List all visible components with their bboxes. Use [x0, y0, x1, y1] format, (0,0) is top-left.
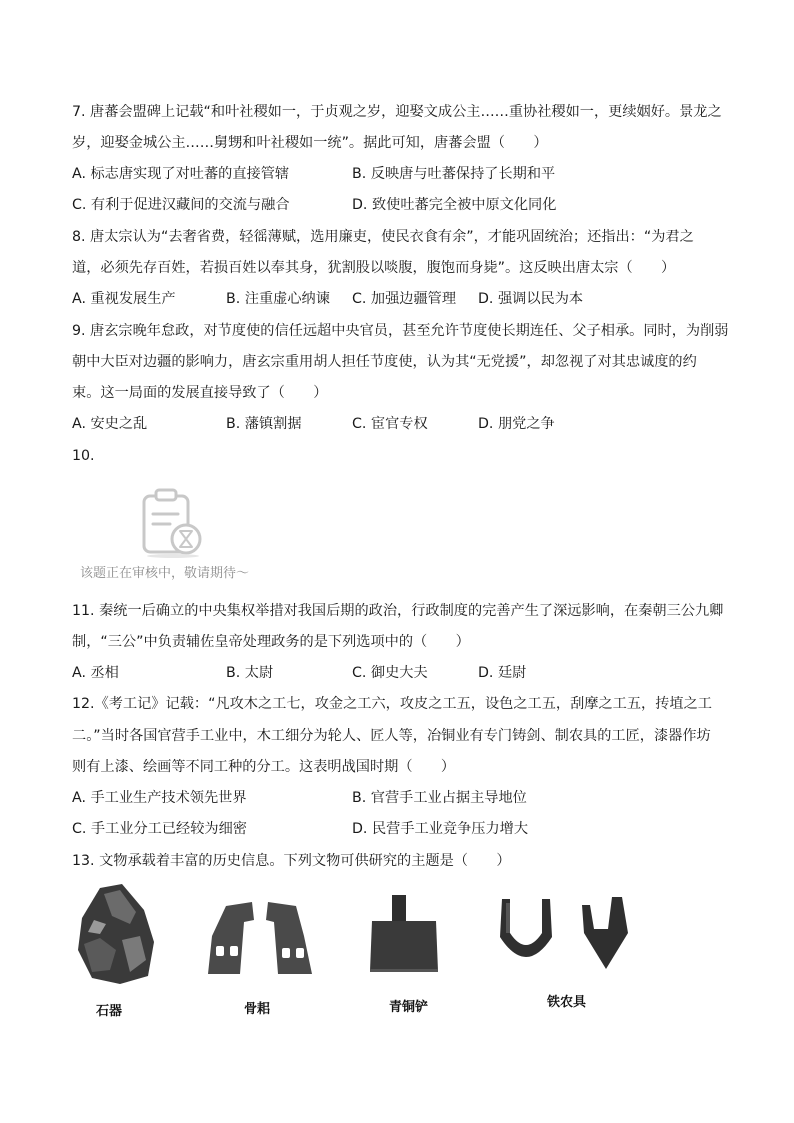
q10-review-placeholder [78, 482, 278, 582]
q9-stem-line3: 束。这一局面的发展直接导致了（ ） [72, 385, 328, 401]
q12-stem-line3: 则有上漆、绘画等不同工种的分工。这表明战国时期（ ） [72, 759, 456, 775]
q12-option-c: C. 手工业分工已经较为细密 [72, 821, 247, 837]
q9-stem-line1: 9. 唐玄宗晚年怠政，对节度使的信任远超中央官员，甚至允许节度使长期连任、父子相承。同时，为削弱 [72, 323, 729, 339]
q9-stem-line2: 朝中大臣对边疆的影响力，唐玄宗重用胡人担任节度使，认为其“无党援”，却忽视了对其忠诚度的约 [72, 354, 697, 370]
q8-option-b: B. 注重虚心纳谏 [226, 291, 330, 307]
q7-stem-line2: 岁，迎娶金城公主……舅甥和叶社稷如一统”。据此可知，唐蕃会盟（ ） [72, 135, 548, 151]
bone-spade-image [204, 896, 316, 980]
q7-option-d: D. 致使吐蕃完全被中原文化同化 [352, 197, 557, 213]
q12-option-b: B. 官营手工业占据主导地位 [352, 790, 527, 806]
q8-stem-line2: 道，必须先存百姓，若损百姓以奉其身，犹割股以啖腹，腹饱而身毙”。这反映出唐太宗（ ） [72, 260, 676, 276]
q11-option-c: C. 御史大夫 [352, 665, 428, 681]
q7-option-b: B. 反映唐与吐蕃保持了长期和平 [352, 166, 556, 182]
q12-stem-line2: 二。”当时各国官营手工业中，木工细分为轮人、匠人等，冶铜业有专门铸剑、制农具的工匠，漆器作坊 [72, 728, 711, 744]
q8-option-d: D. 强调以民为本 [478, 291, 584, 307]
q11-option-b: B. 太尉 [226, 665, 274, 681]
caption-bone-spade: 骨耜 [244, 1002, 271, 1017]
caption-bronze-shovel: 青铜铲 [389, 1000, 429, 1015]
q12-stem-line1: 12.《考工记》记载：“凡攻木之工七，攻金之工六，攻皮之工五，设色之工五，刮摩之工五，抟埴之工 [72, 696, 712, 712]
q11-stem-line1: 11. 秦统一后确立的中央集权举措对我国后期的政治，行政制度的完善产生了深远影响，在秦朝三公九卿 [72, 603, 724, 619]
q9-option-b: B. 藩镇割据 [226, 416, 302, 432]
q9-option-c: C. 宦官专权 [352, 416, 428, 432]
caption-iron-farm-tools: 铁农具 [547, 995, 587, 1010]
q11-stem-line2: 制，“三公”中负责辅佐皇帝处理政务的是下列选项中的（ ） [72, 634, 470, 650]
iron-farm-tools-image [496, 893, 634, 977]
clipboard-hourglass-icon [140, 486, 206, 558]
q7-option-a: A. 标志唐实现了对吐蕃的直接管辖 [72, 166, 290, 182]
review-placeholder-text: 该题正在审核中，敬请期待～ [80, 566, 250, 581]
caption-stone-tool: 石器 [96, 1004, 123, 1019]
q8-stem-line1: 8. 唐太宗认为“去奢省费，轻徭薄赋，选用廉吏，使民衣食有余”，才能巩固统治；还指出：“为君之 [72, 229, 694, 245]
q8-option-c: C. 加强边疆管理 [352, 291, 457, 307]
q12-option-d: D. 民营手工业竞争压力增大 [352, 821, 529, 837]
q9-option-a: A. 安史之乱 [72, 416, 148, 432]
q11-option-a: A. 丞相 [72, 665, 119, 681]
q13-stem-line1: 13. 文物承载着丰富的历史信息。下列文物可供研究的主题是（ ） [72, 853, 511, 869]
q9-option-d: D. 朋党之争 [478, 416, 555, 432]
stone-tool-image [70, 880, 160, 990]
q7-stem-line1: 7. 唐蕃会盟碑上记载“和叶社稷如一，于贞观之岁，迎娶文成公主……重协社稷如一，更续姻好。景龙之 [72, 104, 722, 120]
q8-option-a: A. 重视发展生产 [72, 291, 176, 307]
bronze-shovel-image [366, 893, 442, 975]
q11-option-d: D. 廷尉 [478, 665, 527, 681]
q10-number: 10. [72, 448, 95, 464]
q7-option-c: C. 有利于促进汉藏间的交流与融合 [72, 197, 290, 213]
q12-option-a: A. 手工业生产技术领先世界 [72, 790, 247, 806]
